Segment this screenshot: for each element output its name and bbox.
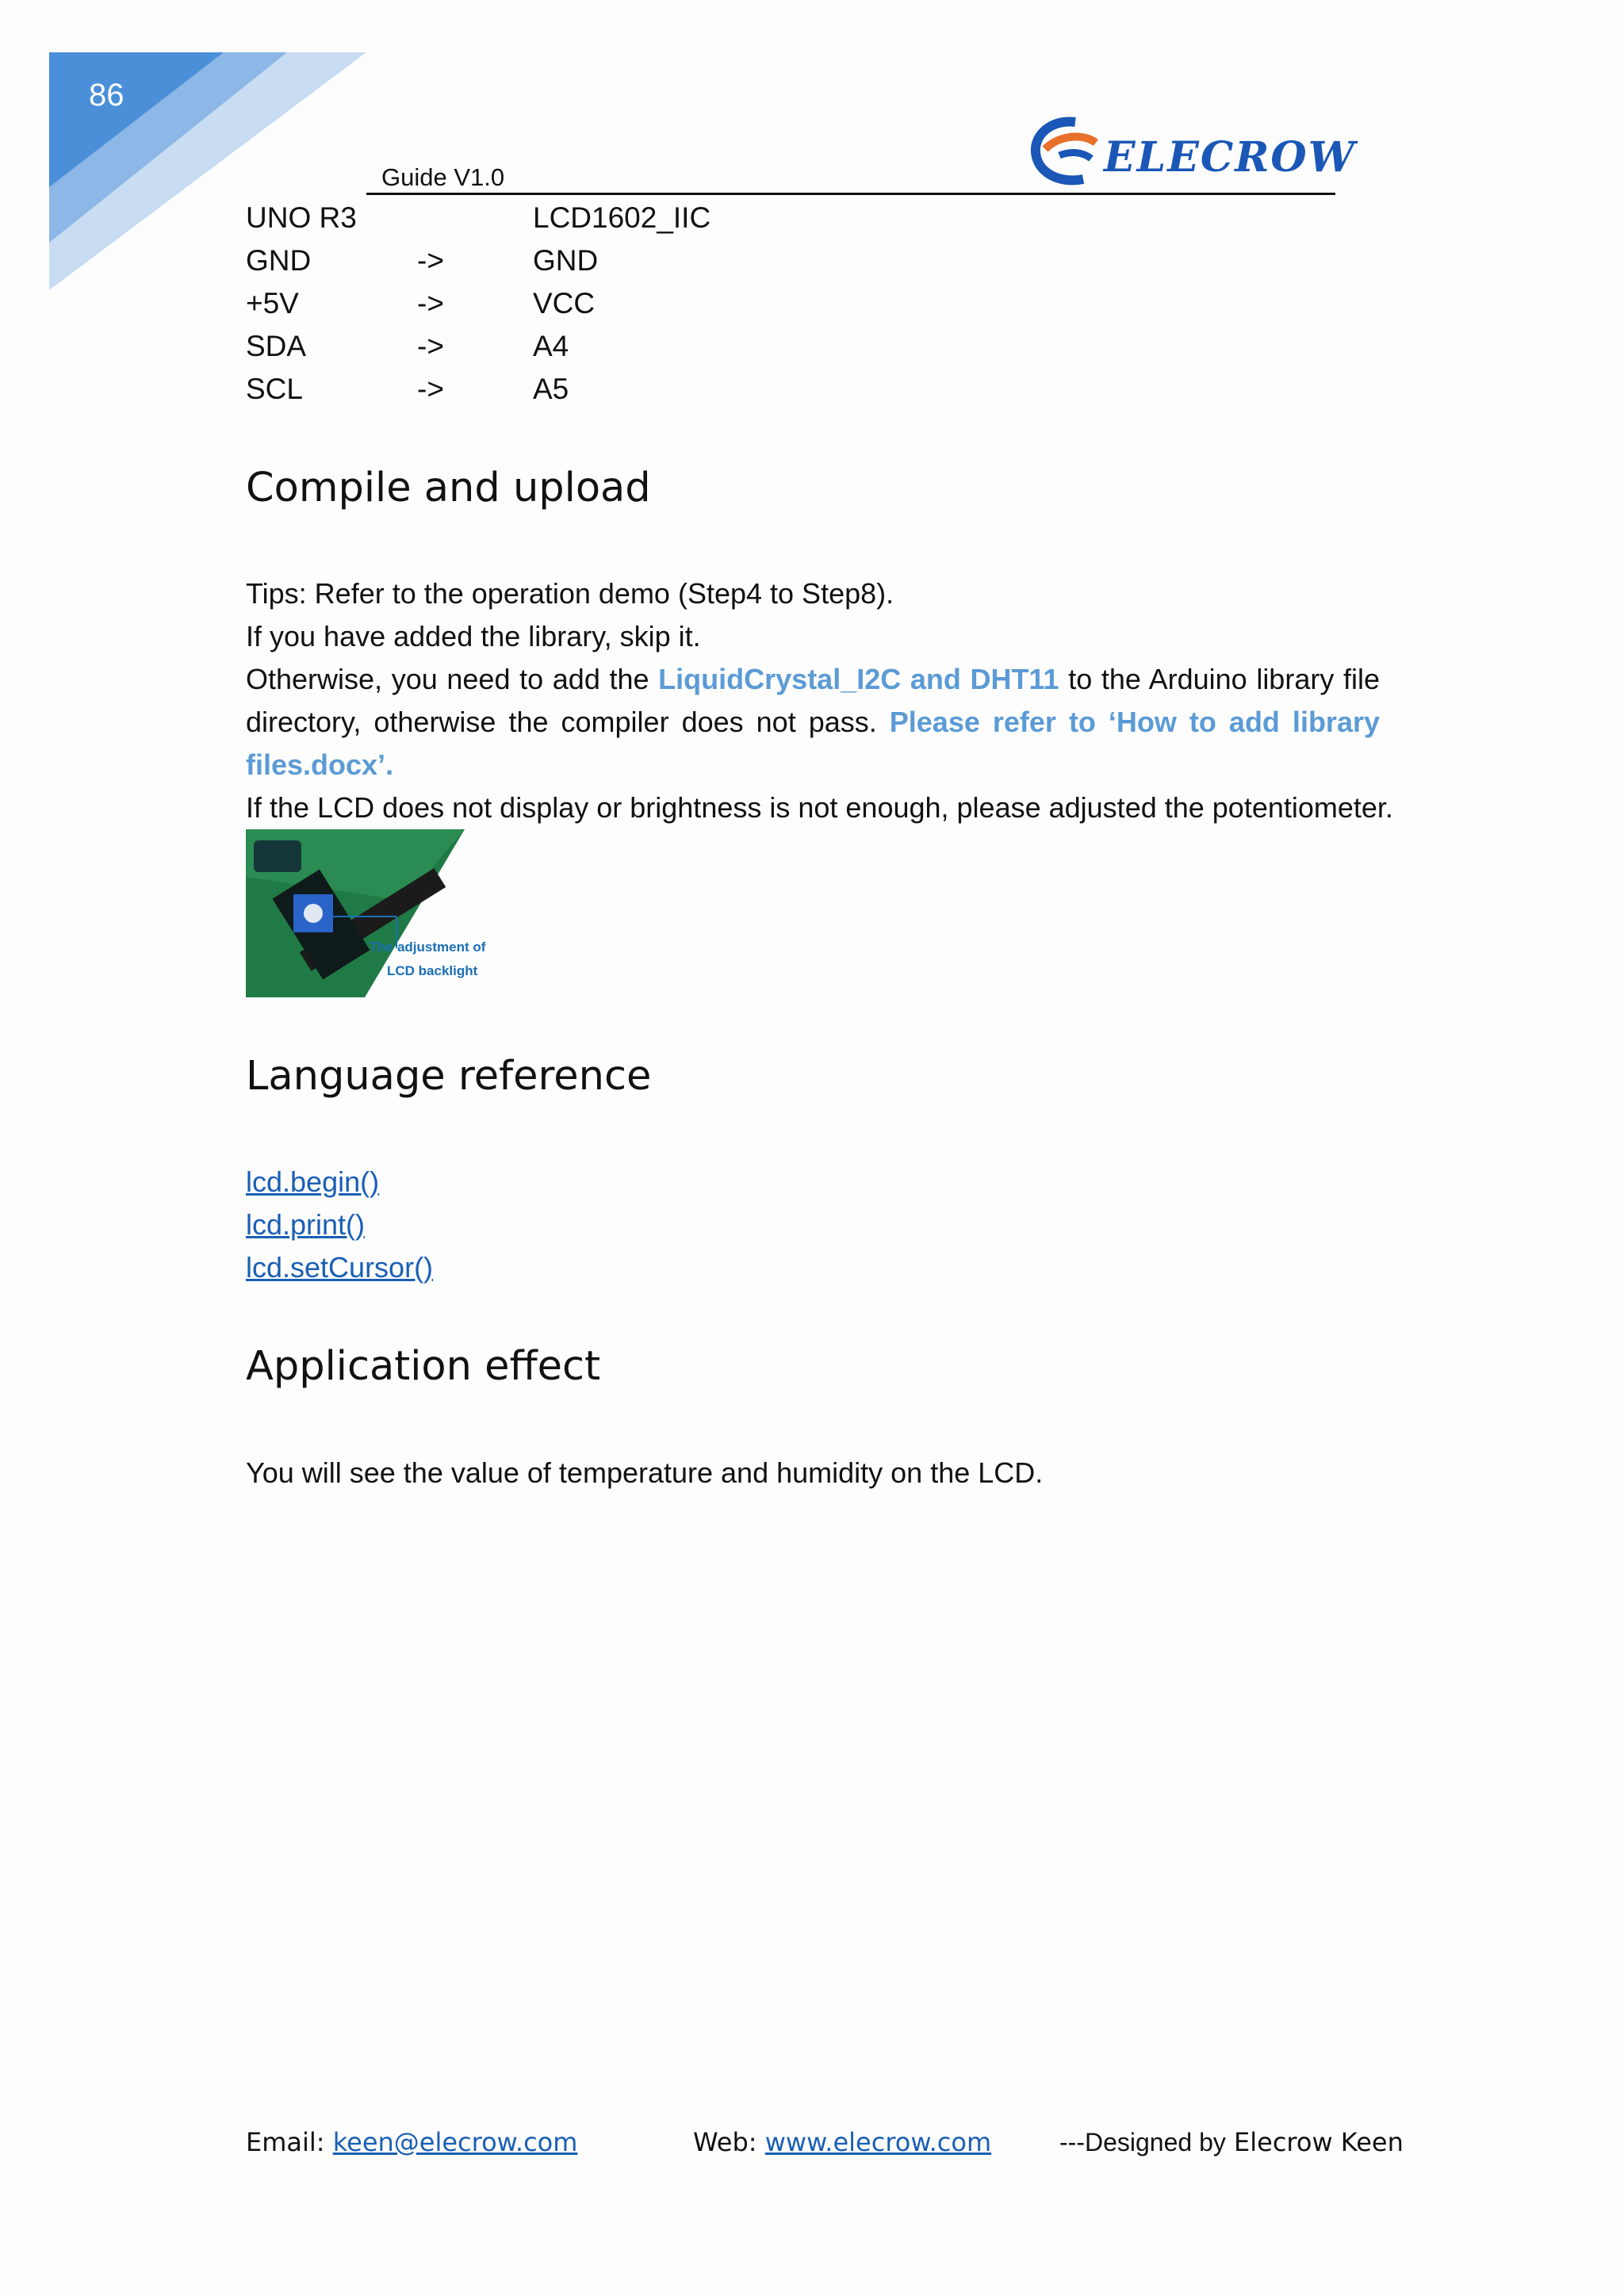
designed-by: Designed by — [1084, 2128, 1226, 2156]
language-heading: Language reference — [246, 1053, 652, 1100]
lcd-backlight-photo — [246, 829, 512, 997]
pin-arrow: -> — [417, 287, 444, 320]
logo-text: ELECROW — [1104, 133, 1357, 182]
pin-arrow: -> — [417, 373, 444, 405]
link-lcd-print[interactable]: lcd.print() — [246, 1208, 366, 1241]
compile-body — [246, 572, 1393, 829]
pin-right: VCC — [533, 287, 596, 320]
web-link[interactable]: www.elecrow.com — [764, 2127, 992, 2157]
compile-heading: Compile and upload — [246, 465, 651, 511]
pin-right: GND — [533, 244, 599, 277]
pin-left: GND — [246, 244, 312, 277]
guide-version: Guide V1.0 — [381, 163, 505, 191]
email-label: Email: — [246, 2127, 333, 2157]
pin-right: A4 — [533, 330, 569, 362]
photo-caption-2: LCD backlight — [387, 963, 478, 978]
photo-caption-1: The adjustment of — [370, 939, 486, 955]
refer-doc-link[interactable]: Please refer to ‘How to add library files.docx’. — [246, 706, 1380, 781]
pin-right: A5 — [533, 373, 569, 405]
application-heading: Application effect — [246, 1343, 601, 1390]
otherwise-mid: to the Arduino library file directory, otherwise the compiler does not pass. — [246, 663, 1380, 738]
library-names: LiquidCrystal_I2C and DHT11 — [658, 663, 1059, 695]
footer-designed — [1059, 2127, 1404, 2157]
pin-arrow: -> — [417, 330, 444, 362]
skip-text: If you have added the library, skip it. — [246, 620, 701, 652]
web-label: Web: — [693, 2127, 765, 2157]
pin-left: SDA — [246, 330, 307, 362]
pin-left: UNO R3 — [246, 201, 357, 234]
footer-web — [693, 2127, 991, 2157]
link-lcd-setcursor[interactable]: lcd.setCursor() — [246, 1251, 434, 1284]
pin-left: +5V — [246, 287, 299, 320]
application-text: You will see the value of temperature and humidity on the LCD. — [246, 1456, 1044, 1489]
footer-email — [246, 2127, 577, 2157]
pin-left: SCL — [246, 373, 303, 405]
designed-prefix: --- — [1059, 2128, 1085, 2156]
link-lcd-begin[interactable]: lcd.begin() — [246, 1165, 380, 1198]
tips-text: Tips: Refer to the operation demo (Step4 to Step8). — [246, 577, 894, 610]
email-link[interactable]: keen@elecrow.com — [332, 2127, 578, 2157]
lcd-note: If the LCD does not display or brightness is not enough, please adjusted the potentiometer. — [246, 791, 1393, 824]
language-links — [246, 1161, 433, 1289]
pin-right: LCD1602_IIC — [533, 201, 711, 234]
otherwise-pre: Otherwise, you need to add the — [246, 663, 659, 695]
otherwise-text — [246, 658, 1380, 786]
pin-arrow: -> — [417, 244, 444, 277]
page-number: 86 — [89, 78, 124, 113]
designer-name: Elecrow Keen — [1225, 2127, 1404, 2157]
header-divider — [366, 193, 1335, 195]
